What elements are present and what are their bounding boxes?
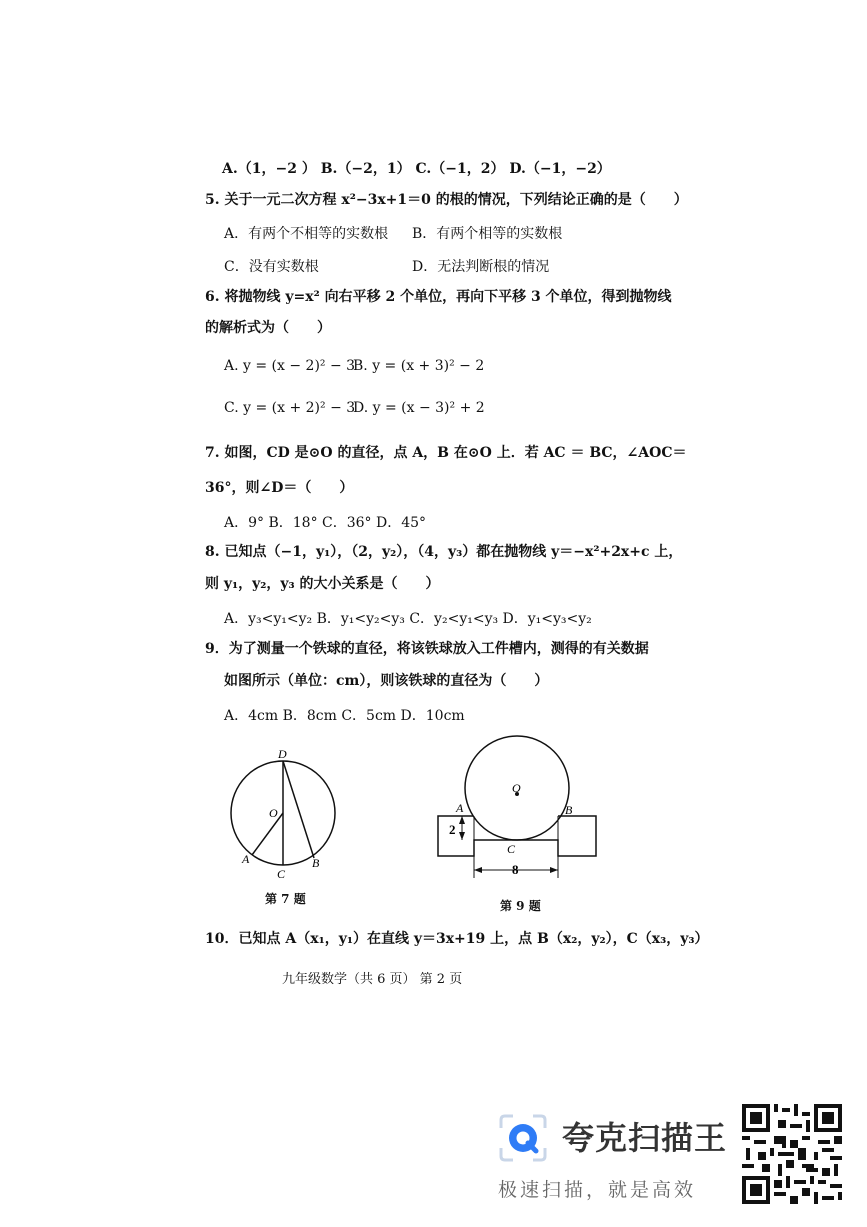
- fig9-label-a: A: [456, 801, 464, 815]
- q5-stem: 5. 关于一元二次方程 x²−3x+1＝0 的根的情况，下列结论正确的是（ ）: [205, 192, 688, 208]
- q8-stem-line1: 8. 已知点（−1，y₁），（2，y₂），（4，y₃）都在抛物线 y＝−x²+2x+c 上，: [205, 544, 683, 560]
- q5-option-a: A．有两个不相等的实数根: [224, 226, 389, 242]
- fig9-label-2: 2: [449, 822, 456, 837]
- q9-stem-line2: 如图所示（单位：cm），则该铁球的直径为（ ）: [224, 673, 549, 689]
- q7-options: A．9° B．18° C．36° D．45°: [224, 515, 427, 531]
- fig7-label-o: O: [269, 806, 278, 820]
- q5-option-d: D．无法判断根的情况: [412, 259, 550, 275]
- q5-option-b: B．有两个相等的实数根: [412, 226, 563, 242]
- q10-stem: 10．已知点 A（x₁，y₁）在直线 y＝3x+19 上，点 B（x₂，y₂），C（x₃，y₃）: [205, 931, 709, 947]
- q9-stem-line1: 9．为了测量一个铁球的直径，将该铁球放入工件槽内，测得的有关数据: [205, 641, 649, 657]
- fig7-caption: 第 7 题: [265, 892, 306, 906]
- q6-option-a: A. y = (x − 2)² − 3: [224, 358, 356, 374]
- scanner-brand-title: 夸克扫描王: [562, 1119, 728, 1157]
- fig9-label-b: B: [565, 803, 573, 817]
- q7-stem-line2: 36°，则∠D＝（ ）: [205, 480, 354, 496]
- q5-option-c: C．没有实数根: [224, 259, 319, 275]
- q7-stem-line1: 7. 如图，CD 是⊙O 的直径，点 A，B 在⊙O 上．若 AC ＝ BC，∠AOC＝: [205, 445, 687, 461]
- q6-stem-line2: 的解析式为（ ）: [205, 320, 331, 336]
- figure-9: [430, 730, 610, 890]
- fig7-label-c: C: [277, 867, 286, 881]
- fig7-label-b: B: [312, 856, 320, 870]
- scanner-logo-icon: [497, 1112, 549, 1164]
- q9-options: A．4cm B．8cm C．5cm D．10cm: [224, 708, 465, 724]
- q6-option-d: D. y = (x − 3)² + 2: [353, 400, 485, 416]
- q8-options: A．y₃<y₁<y₂ B．y₁<y₂<y₃ C．y₂<y₁<y₃ D．y₁<y₃<y₂: [224, 611, 592, 627]
- fig9-caption: 第 9 题: [500, 899, 541, 913]
- qr-code-icon: [742, 1104, 842, 1204]
- q4-options: A.（1，−2 ） B.（−2，1） C.（−1，2） D.（−1，−2）: [222, 161, 611, 177]
- fig9-label-c: C: [507, 842, 516, 856]
- fig9-label-o: O: [512, 781, 521, 795]
- q8-stem-line2: 则 y₁，y₂，y₃ 的大小关系是（ ）: [205, 576, 440, 592]
- fig7-label-a: A: [242, 852, 250, 866]
- figure-7: [220, 740, 360, 885]
- q6-option-b: B. y = (x + 3)² − 2: [353, 358, 485, 374]
- fig9-label-8: 8: [512, 862, 519, 877]
- q6-option-c: C. y = (x + 2)² − 3: [224, 400, 356, 416]
- page-footer: 九年级数学（共 6 页） 第 2 页: [282, 972, 463, 987]
- q6-stem-line1: 6. 将抛物线 y=x² 向右平移 2 个单位，再向下平移 3 个单位，得到抛物线: [205, 289, 672, 305]
- scanner-brand-slogan: 极速扫描，就是高效: [498, 1179, 697, 1201]
- fig7-label-d: D: [278, 747, 287, 761]
